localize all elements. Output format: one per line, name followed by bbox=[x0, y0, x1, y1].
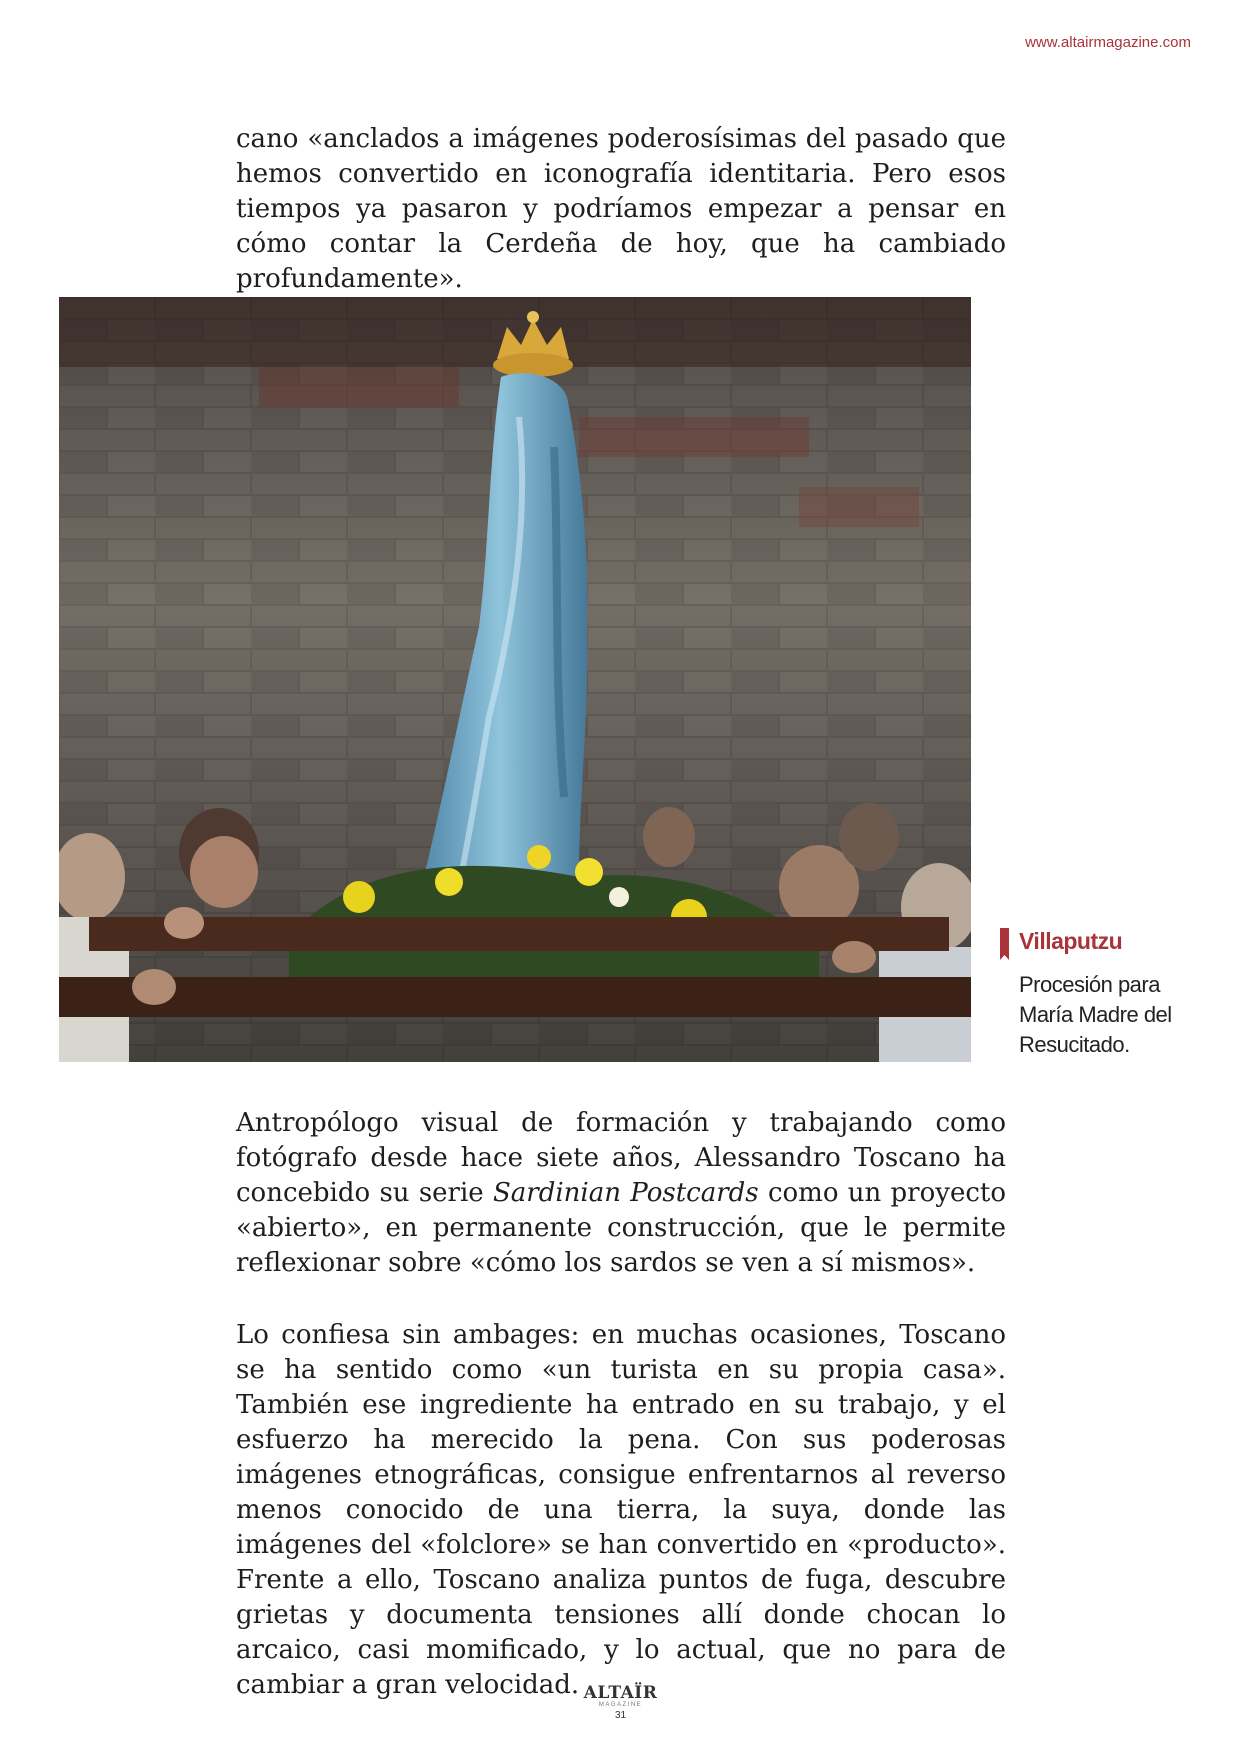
p1-before: Antropólogo visual de formación y trabajando como fotógrafo desde hace siete años, Alessandro Toscano ha concebido su serie bbox=[236, 1108, 1006, 1208]
intro-paragraph bbox=[236, 122, 1006, 297]
p1-after: como un proyecto «abierto», en permanente construcción, que le permite reflexionar sobre «cómo los sardos se ven a sí mismos». bbox=[236, 1178, 1007, 1278]
caption-title: Villaputzu bbox=[1019, 928, 1123, 954]
site-url[interactable]: www.altairmagazine.com bbox=[1025, 34, 1191, 51]
bookmark-icon bbox=[1000, 928, 1009, 960]
magazine-logo-sub: MAGAZINE bbox=[598, 1702, 643, 1708]
series-title: Sardinian Postcards bbox=[492, 1178, 759, 1208]
body-paragraph-2-text: Lo confiesa sin ambages: en muchas ocasiones, Toscano se ha sentido como «un turista en su propia casa». También ese ingrediente ha entrado en su trabajo, y el esfuerzo ha merecido la pena. Con sus poderosas imágenes etnográficas, consigue enfrentarnos al reverso menos conocido de una tierra, la suya, donde las imágenes del «folclore» se han convertido en «producto». Frente a ello, Toscano analiza puntos de fuga, descubre grietas y documenta tensiones allí donde chocan lo arcaico, casi momificado, y lo actual, que no para de cambiar a gran velocidad. bbox=[236, 1320, 1006, 1700]
procession-photo-illustration bbox=[59, 297, 971, 1062]
body-paragraph-2 bbox=[236, 1318, 1006, 1703]
magazine-logo: ALTAÏR bbox=[583, 1683, 658, 1703]
intro-text: cano «anclados a imágenes poderosísimas del pasado que hemos convertido en iconografía identitaria. Pero esos tiempos ya pasaron y podríamos empezar a pensar en cómo contar la Cerdeña de hoy, que ha cambiado profundamente». bbox=[236, 124, 1006, 294]
body-paragraph-1 bbox=[236, 1106, 1006, 1281]
procession-photo bbox=[59, 297, 971, 1062]
page-number: 31 bbox=[614, 1710, 627, 1721]
body-paragraph-1-text bbox=[236, 1106, 1006, 1281]
caption-text: Procesión para María Madre del Resucitado. bbox=[1019, 972, 1172, 1057]
